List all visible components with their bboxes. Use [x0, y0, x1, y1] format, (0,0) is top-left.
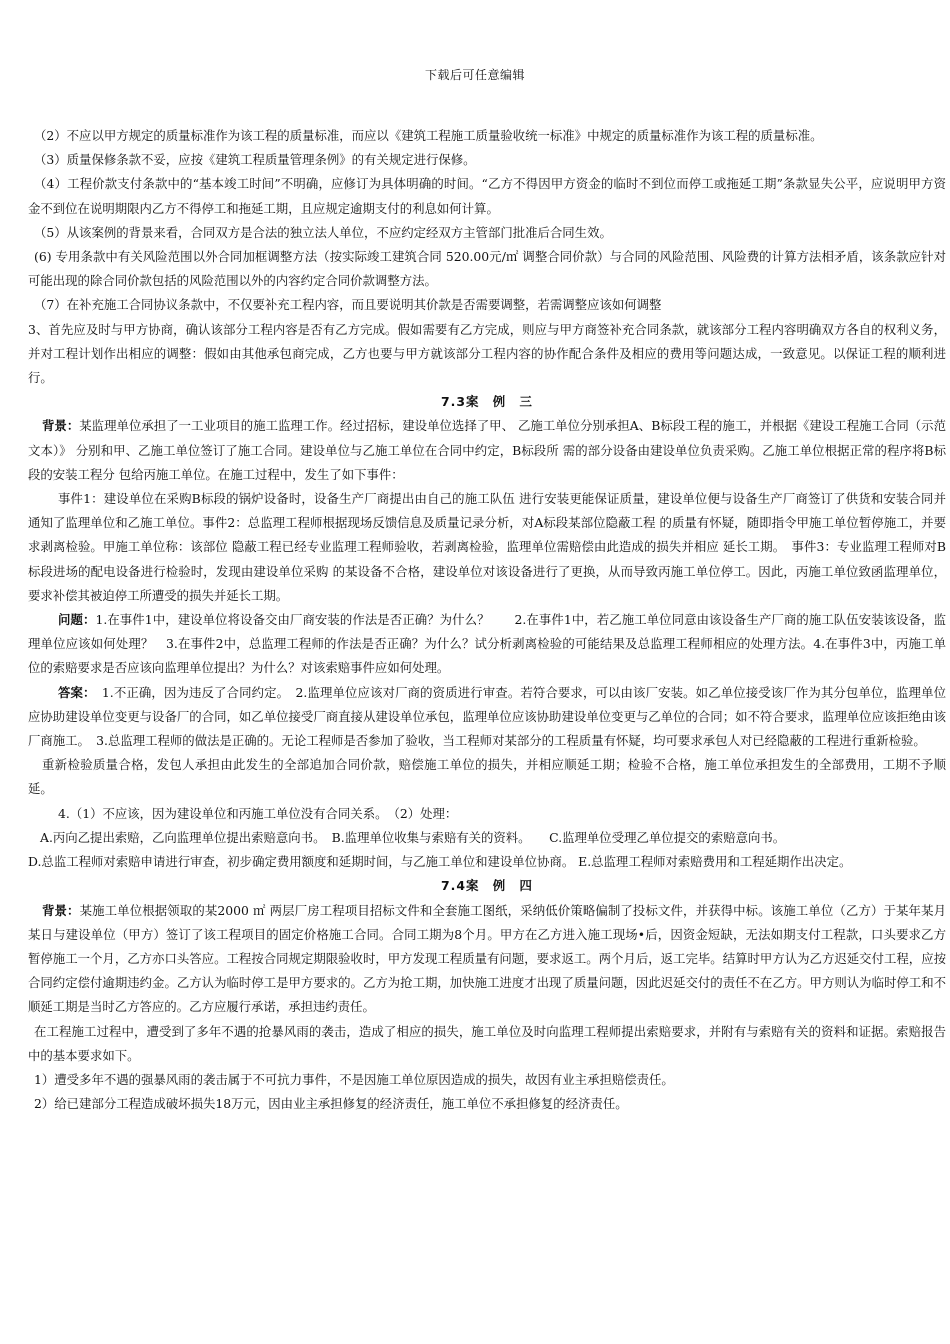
background-text: 某监理单位承担了一工业项目的施工监理工作。经过招标，建设单位选择了甲、 乙施工单位分别承担A、B标段工程的施工，并根据《建设工程施工合同（示范文本）》 分别和甲、乙施工单位签订了施工合同。建设单位与乙施工单位在合同中约定，B标段所 需的部分设备由建设单位负责采购。乙施工单位根据正常的程序将B标段的安装工程分 包给丙施工单位。在施工过程中，发生了如下事件： [28, 418, 946, 482]
case3-questions [28, 608, 946, 681]
questions-label: 问题： [58, 612, 96, 628]
paragraph-item-3: （3）质量保修条款不妥，应按《建筑工程质量管理条例》的有关规定进行保修。 [34, 152, 476, 168]
section-number: 7.4 [441, 878, 466, 894]
case3-events: 事件1：建设单位在采购B标段的锅炉设备时，设备生产厂商提出由自己的施工队伍 进行安装更能保证质量，建设单位便与设备生产厂商签订了供货和安装合同并通知了监理单位和乙施工单位。事件2：总监理工程师根据现场反馈信息及质量记录分析，对A标段某部位隐蔽工程 的质量有怀疑，随即指令甲施工单位暂停施工，并要求剥离检验。甲施工单位称：该部位 隐蔽工程已经专业监理工程师验收，若剥离检验，监理单位需赔偿由此造成的损失并相应 延长工期。 事件3：专业监理工程师对B标段进场的配电设备进行检验时，发现由建设单位采购 的某设备不合格，建设单位对该设备进行了更换，从而导致丙施工单位停工。因此，丙施工单位致函监理单位，要求补偿其被迫停工所遭受的损失并延长工期。 [28, 491, 946, 603]
case3-steps-abc: A.丙向乙提出索赔，乙向监理单位提出索赔意向书。 B.监理单位收集与索赔有关的资料。 C.监理单位受理乙单位提交的索赔意向书。 [40, 829, 786, 845]
paragraph-item-5: （5）从该案例的背景来看，合同双方是合法的独立法人单位，不应约定经双方主管部门批准后合同生效。 [34, 224, 612, 240]
section-heading-case-4 [28, 874, 946, 898]
paragraph-answer-3: 3、首先应及时与甲方协商，确认该部分工程内容是否有乙方完成。假如需要有乙方完成，则应与甲方商签补充合同条款，就该部分工程内容明确双方各自的权利义务，并对工程计划作出相应的调整：假如由其他承包商完成，乙方也要与甲方就该部分工程内容的协作配合条件及相应的费用等问题达成，一致意见。以保证工程的顺利进行。 [28, 321, 946, 386]
section-title: 案 例 三 [466, 394, 533, 410]
case3-answers [28, 681, 946, 754]
section-title: 案 例 四 [466, 878, 533, 894]
case3-background [28, 414, 946, 487]
case4-storm: 在工程施工过程中，遭受到了多年不遇的抢暴风雨的袭击，造成了相应的损失，施工单位及时向监理工程师提出索赔要求，并附有与索赔有关的资料和证据。索赔报告中的基本要求如下。 [28, 1023, 946, 1063]
paragraph-item-6: (6) 专用条款中有关风险范围以外合同加框调整方法（按实际竣工建筑合同 520.00元/㎡ 调整合同价款）与合同的风险范围、风险费的计算方法相矛盾，该条款应针对可能出现的除合同价款包括的风险范围以外的内容约定合同价款调整方法。 [28, 249, 946, 289]
questions-text: 1.在事件1中，建设单位将设备交由厂商安装的作法是否正确？为什么？ 2.在事件1中，若乙施工单位同意由该设备生产厂商的施工队伍安装该设备，监理单位应该如何处理？ 3.在事件2中，总监理工程师的作法是否正确？为什么？试分析剥离检验的可能结果及总监理工程师相应的处理方法。4.在事件3中，丙施工单位的索赔要求是否应该向监理单位提出？为什么？对该索赔事件应如何处理。 [28, 612, 946, 676]
page-header: 下载后可任意编辑 [424, 68, 525, 82]
paragraph-item-4: （4）工程价款支付条款中的“基本竣工时间”不明确，应修订为具体明确的时间。“乙方不得因甲方资金的临时不到位而停工或拖延工期”条款显失公平，应说明甲方资金不到位在说明期限内乙方不得停工和拖延工期，且应规定逾期支付的利息如何计算。 [28, 176, 946, 216]
background-label: 背景： [42, 418, 80, 434]
case4-background [28, 899, 946, 1020]
document-body [28, 124, 946, 1116]
paragraph-item-2: （2）不应以甲方规定的质量标准作为该工程的质量标准，而应以《建筑工程施工质量验收统一标准》中规定的质量标准作为该工程的质量标准。 [34, 128, 823, 143]
answers-text: 1.不正确，因为违反了合同约定。 2.监理单位应该对厂商的资质进行审查。若符合要求，可以由该厂安装。如乙单位接受该厂作为其分包单位，监理单位应协助建设单位变更与设备厂的合同，如乙单位接受厂商直接从建设单位承包，监理单位应该协助建设单位变更与乙单位的合同；如不符合要求，监理单位应该拒绝由该厂商施工。 3.总监理工程师的做法是正确的。无论工程师是否参加了验收，当工程师对某部分的工程质量有怀疑，均可要求承包人对已经隐蔽的工程进行重新检验。 [28, 684, 946, 749]
answers-label: 答案： [58, 684, 90, 700]
case3-answer-4: 4.（1）不应该，因为建设单位和丙施工单位没有合同关系。 （2）处理： [58, 805, 458, 821]
case3-steps-de: D.总监工程师对索赔申请进行审查，初步确定费用额度和延期时间，与乙施工单位和建设单位协商。 E.总监理工程师对索赔费用和工程延期作出决定。 [28, 854, 852, 870]
case4-claim-2: 2）给已建部分工程造成破坏损失18万元，因由业主承担修复的经济责任，施工单位不承担修复的经济责任。 [34, 1096, 628, 1112]
section-number: 7.3 [441, 394, 466, 410]
case4-claim-1: 1）遭受多年不遇的强暴风雨的袭击属于不可抗力事件，不是因施工单位原因造成的损失，故因有业主承担赔偿责任。 [34, 1071, 674, 1087]
paragraph-item-7: （7）在补充施工合同协议条款中，不仅要补充工程内容，而且要说明其价款是否需要调整，若需调整应该如何调整 [34, 297, 662, 313]
background-label: 背景： [42, 902, 80, 918]
case3-recheck: 重新检验质量合格，发包人承担由此发生的全部追加合同价款，赔偿施工单位的损失，并相应顺延工期；检验不合格，施工单位承担发生的全部费用，工期不予顺延。 [28, 757, 946, 797]
background-text: 某施工单位根据领取的某2000 ㎡ 两层厂房工程项目招标文件和全套施工图纸，采纳低价策略偏制了投标文件，并获得中标。该施工单位（乙方）于某年某月某日与建设单位（甲方）签订了该工程项目的固定价格施工合同。合同工期为8个月。甲方在乙方进入施工现场•后，因资金短缺，无法如期支付工程款，口头要求乙方暂停施工一个月，乙方亦口头答应。工程按合同规定期限验收时，甲方发现工程质量有问题，要求返工。两个月后，返工完毕。结算时甲方认为乙方迟延交付工程，应按合同约定偿付逾期违约金。乙方认为临时停工是甲方要求的。乙方为抢工期，加快施工进度才出现了质量问题，因此迟延交付的责任不在乙方。甲方则认为临时停工和不顺延工期是当时乙方答应的。乙方应履行承诺，承担违约责任。 [28, 902, 946, 1015]
section-heading-case-3 [28, 390, 946, 414]
